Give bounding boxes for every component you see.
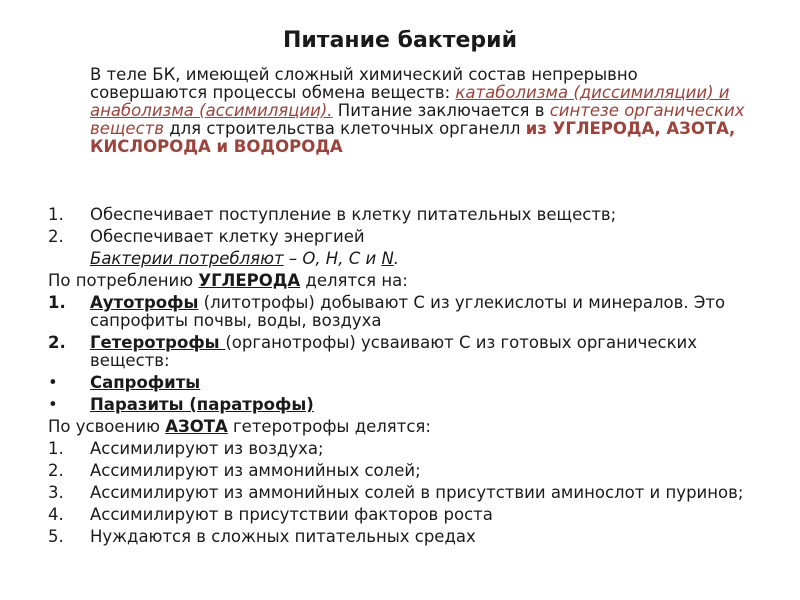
intro-metabolism-processes: катаболизма (диссимиляции) и анаболизма (ассимиляции). [90,83,730,120]
bullet-item [48,374,768,392]
carbon-tail: делятся на: [300,271,408,290]
list-number: 3. [48,483,64,502]
intro-text-5: для строительства клеточных органелл [163,119,526,138]
list-number: 5. [48,527,64,546]
bullet-mark: • [48,373,58,392]
content-body [48,206,768,550]
nitrogen-item [48,462,768,480]
nitrogen-heading [48,418,768,436]
bullet-mark: • [48,395,58,414]
list-text: Ассимилируют в присутствии факторов роста [90,505,493,524]
list-number: 1. [48,439,64,458]
list-number: 2. [48,461,64,480]
carbon-desc: (органотрофы) усваивают С из готовых органических веществ: [90,333,698,370]
list-number: 1. [48,293,66,312]
list-text: Ассимилируют из аммонийных солей; [90,461,421,480]
consume-n: N [381,249,394,268]
nitrogen-item [48,440,768,458]
function-item [48,228,768,246]
bullet-text: Паразиты (паратрофы) [90,395,314,414]
carbon-desc: (литотрофы) добывают С из углекислоты и минералов. Это сапрофиты почвы, воды, воздуха [90,293,726,330]
list-text: Нуждаются в сложных питательных средах [90,527,476,546]
carbon-heading [48,272,768,290]
consume-line [48,250,768,268]
nitrogen-tail: гетеротрофы делятся: [227,417,431,436]
list-text: Ассимилируют из аммонийных солей в присутствии аминослот и пуринов; [90,483,744,502]
nitrogen-lead: По усвоению [48,417,166,436]
nitrogen-item [48,528,768,546]
list-text: Обеспечивает клетку энергией [90,227,365,246]
list-text: Обеспечивает поступление в клетку питательных веществ; [90,205,617,224]
intro-synthesis: синтезе органических веществ [90,101,745,138]
list-number: 2. [48,227,64,246]
list-text [90,294,768,330]
consume-dot: . [393,249,400,268]
list-number: 4. [48,505,64,524]
bullet-item [48,396,768,414]
bullet-text: Сапрофиты [90,373,201,392]
carbon-key: УГЛЕРОДА [198,271,301,290]
nitrogen-item [48,484,768,502]
nitrogen-item [48,506,768,524]
list-text [90,334,768,370]
function-item [48,206,768,224]
carbon-term-autotrophs: Аутотрофы [90,293,199,312]
carbon-item [48,334,768,370]
slide-title: Питание бактерий [282,28,517,53]
list-number: 1. [48,205,64,224]
consume-lead: Бактерии потребляют [90,249,284,268]
intro-text-1: В теле БК, имеющей сложный химический состав непрерывно совершаются процессы обмена веществ: [90,65,638,102]
intro-text-3: Питание заключается в [332,101,550,120]
nitrogen-key: АЗОТА [165,417,228,436]
carbon-lead: По потреблению [48,271,199,290]
list-text: Ассимилируют из воздуха; [90,439,324,458]
carbon-term-heterotrophs: Гетеротрофы [90,333,226,352]
intro-elements: из УГЛЕРОДА, АЗОТА, КИСЛОРОДА и ВОДОРОДА [90,119,736,156]
consume-elements: – О, Н, С и [283,249,382,268]
intro-paragraph [90,66,760,156]
carbon-item [48,294,768,330]
list-number: 2. [48,333,66,352]
